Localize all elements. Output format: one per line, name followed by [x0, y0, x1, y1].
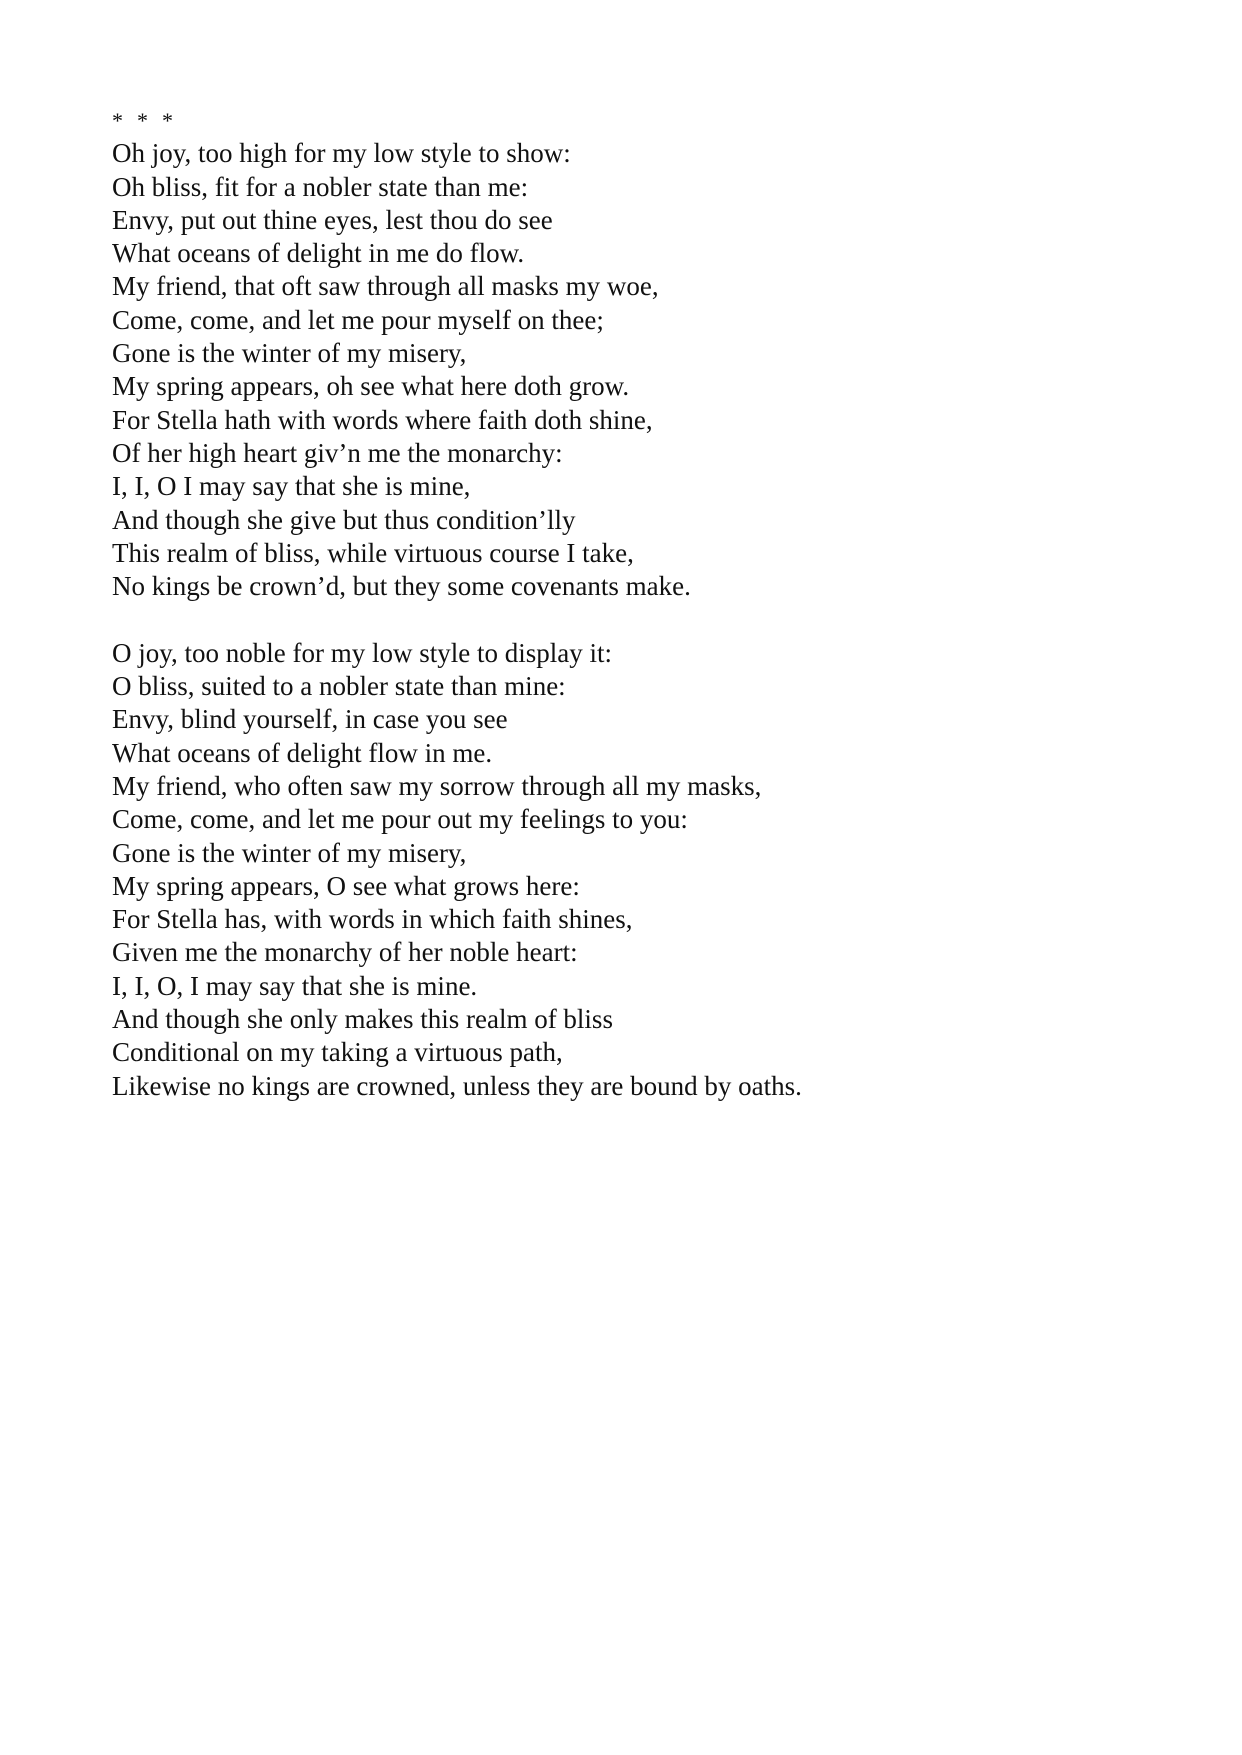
asterisk: * [112, 108, 123, 133]
poem-line: For Stella hath with words where faith doth shine, [112, 404, 653, 435]
poem-line: I, I, O I may say that she is mine, [112, 471, 471, 502]
poem-line: Come, come, and let me pour myself on thee; [112, 304, 604, 335]
poem-line: Oh joy, too high for my low style to show: [112, 138, 571, 169]
poem-line: Gone is the winter of my misery, [112, 338, 467, 369]
poem-line: Given me the monarchy of her noble heart: [112, 937, 578, 968]
poem-line: Of her high heart giv’n me the monarchy: [112, 437, 563, 468]
poem-line: No kings be crown’d, but they some covenants make. [112, 571, 691, 602]
poem-line: What oceans of delight in me do flow. [112, 238, 525, 269]
poem-line: Likewise no kings are crowned, unless they are bound by oaths. [112, 1070, 802, 1101]
poem-line: Come, come, and let me pour out my feelings to you: [112, 804, 688, 835]
section-separator [112, 104, 1112, 137]
poem-line: This realm of bliss, while virtuous course I take, [112, 537, 634, 568]
poem-line: Conditional on my taking a virtuous path, [112, 1037, 563, 1068]
poem-line: Gone is the winter of my misery, [112, 837, 467, 868]
poem-line: O bliss, suited to a nobler state than mine: [112, 671, 566, 702]
poem-line: My spring appears, O see what grows here: [112, 870, 580, 901]
poem-line: Oh bliss, fit for a nobler state than me: [112, 171, 529, 202]
poem-line: For Stella has, with words in which faith shines, [112, 904, 633, 935]
poem-line: My friend, that oft saw through all masks my woe, [112, 271, 659, 302]
poem-line: And though she give but thus condition’lly [112, 504, 576, 535]
asterisk: * [137, 108, 148, 133]
stanza-gap [112, 603, 1112, 636]
poem-line: Envy, put out thine eyes, lest thou do see [112, 204, 553, 235]
poem-text [112, 104, 1112, 1103]
asterisk: * [162, 108, 173, 133]
poem-line: And though she only makes this realm of bliss [112, 1004, 613, 1035]
original-stanza [112, 137, 1112, 603]
poem-line: My friend, who often saw my sorrow through all my masks, [112, 770, 762, 801]
poem-line: O joy, too noble for my low style to display it: [112, 637, 612, 668]
poem-line: What oceans of delight flow in me. [112, 737, 493, 768]
poem-line: My spring appears, oh see what here doth grow. [112, 371, 630, 402]
poem-line: Envy, blind yourself, in case you see [112, 704, 508, 735]
poem-line: I, I, O, I may say that she is mine. [112, 970, 478, 1001]
paraphrase-stanza [112, 637, 1112, 1103]
